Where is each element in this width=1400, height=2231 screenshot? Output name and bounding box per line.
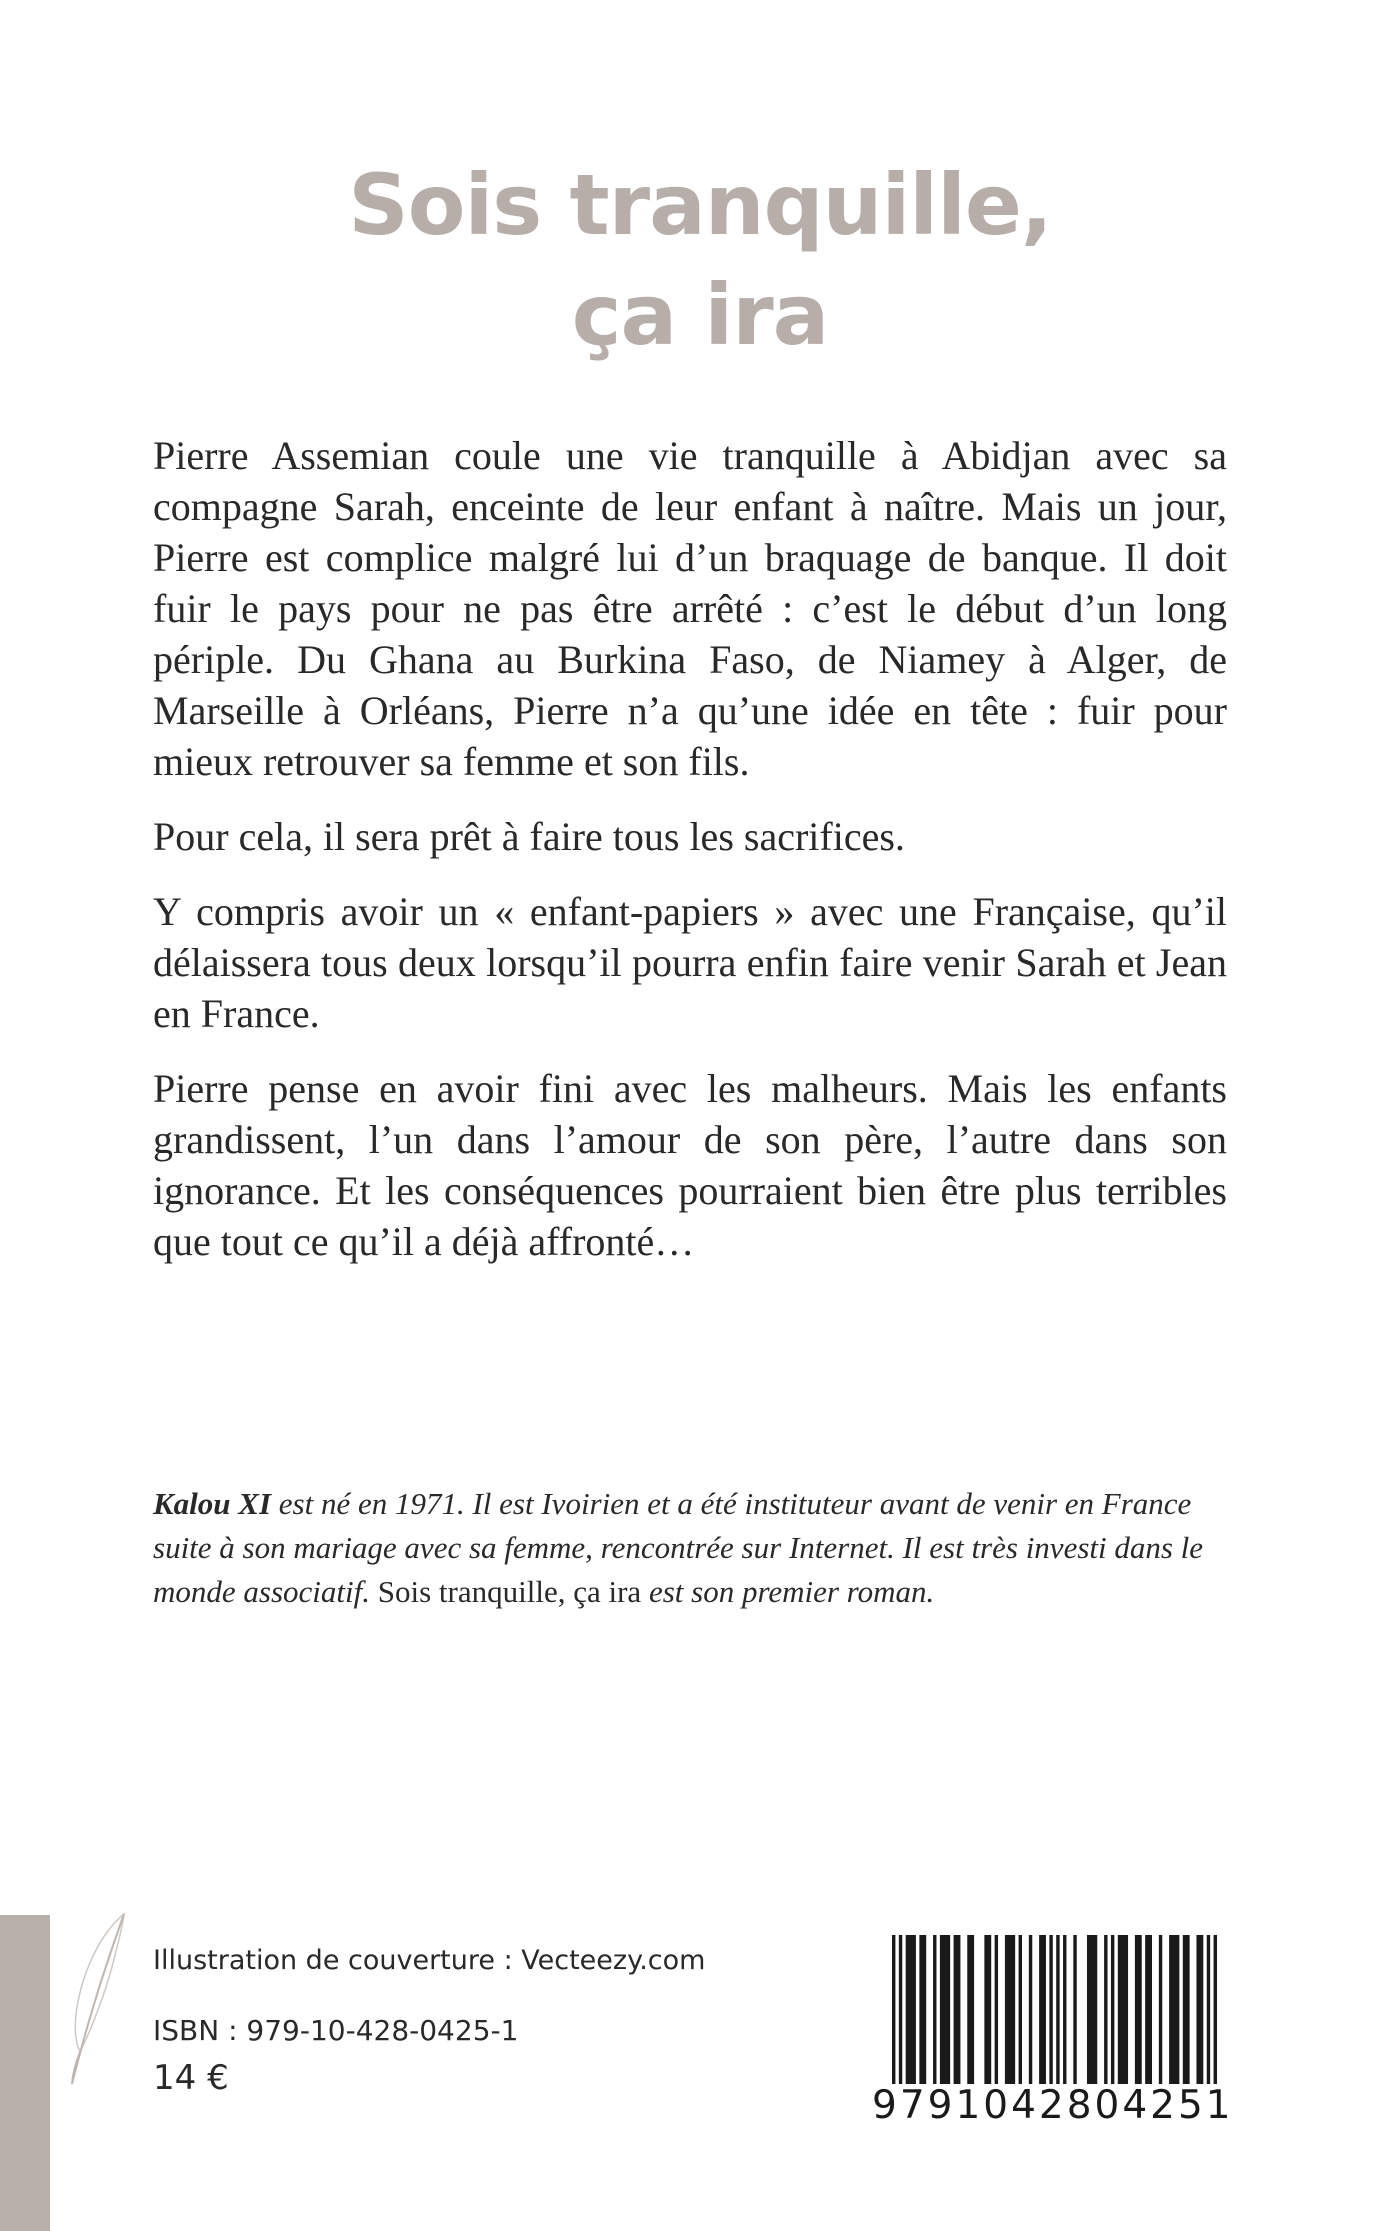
synopsis-paragraph-3: Y compris avoir un « enfant-papiers » avec une Française, qu’il délaissera tous deux lorsqu’il pourra enfin faire venir Sarah et Jean en France. bbox=[153, 889, 1227, 1036]
author-bio bbox=[153, 1482, 1227, 1614]
cover-illustration-credit: Illustration de couverture : Vecteezy.com bbox=[153, 1945, 706, 1976]
book-title-line-1: Sois tranquille, bbox=[348, 156, 1052, 254]
price: 14 € bbox=[153, 2058, 229, 2098]
side-color-band bbox=[0, 1915, 50, 2231]
feather-icon bbox=[62, 1912, 132, 2087]
synopsis-paragraph-4: Pierre pense en avoir fini avec les malheurs. Mais les enfants grandissent, l’un dans l’amour de son père, l’autre dans son ignorance. Et les conséquences pourraient bien être plus terribles que tout ce qu’il a déjà affronté… bbox=[153, 1066, 1227, 1264]
author-name: Kalou XI bbox=[153, 1486, 272, 1521]
author-bio-text-2: est son premier roman. bbox=[641, 1574, 935, 1609]
book-title-line-2: ça ira bbox=[571, 266, 829, 364]
isbn: ISBN : 979-10-428-0425-1 bbox=[153, 2014, 519, 2047]
synopsis-paragraph-2: Pour cela, il sera prêt à faire tous les sacrifices. bbox=[153, 814, 905, 859]
synopsis-paragraph-1: Pierre Assemian coule une vie tranquille à Abidjan avec sa compagne Sarah, enceinte de leur enfant à naître. Mais un jour, Pierre est complice malgré lui d’un braquage de banque. Il doit fuir le pays pour ne pas être arrêté : c’est le début d’un long périple. Du Ghana au Burkina Faso, de Niamey à Alger, de Marseille à Orléans, Pierre n’a qu’une idée en tête : fuir pour mieux retrouver sa femme et son fils. bbox=[153, 433, 1227, 784]
book-title bbox=[0, 150, 1400, 370]
author-bio-text-1: est né en 1971. Il est Ivoirien et a été instituteur avant de venir en France suite à son mariage avec sa femme, rencontrée sur Internet. Il est très investi dans le monde associatif. bbox=[153, 1486, 1204, 1609]
bio-book-title: Sois tranquille, bbox=[377, 1574, 566, 1609]
barcode-number: 9791042804251 bbox=[872, 2083, 1234, 2128]
bio-book-title-end: ça ira bbox=[565, 1574, 642, 1609]
synopsis bbox=[153, 430, 1227, 1291]
